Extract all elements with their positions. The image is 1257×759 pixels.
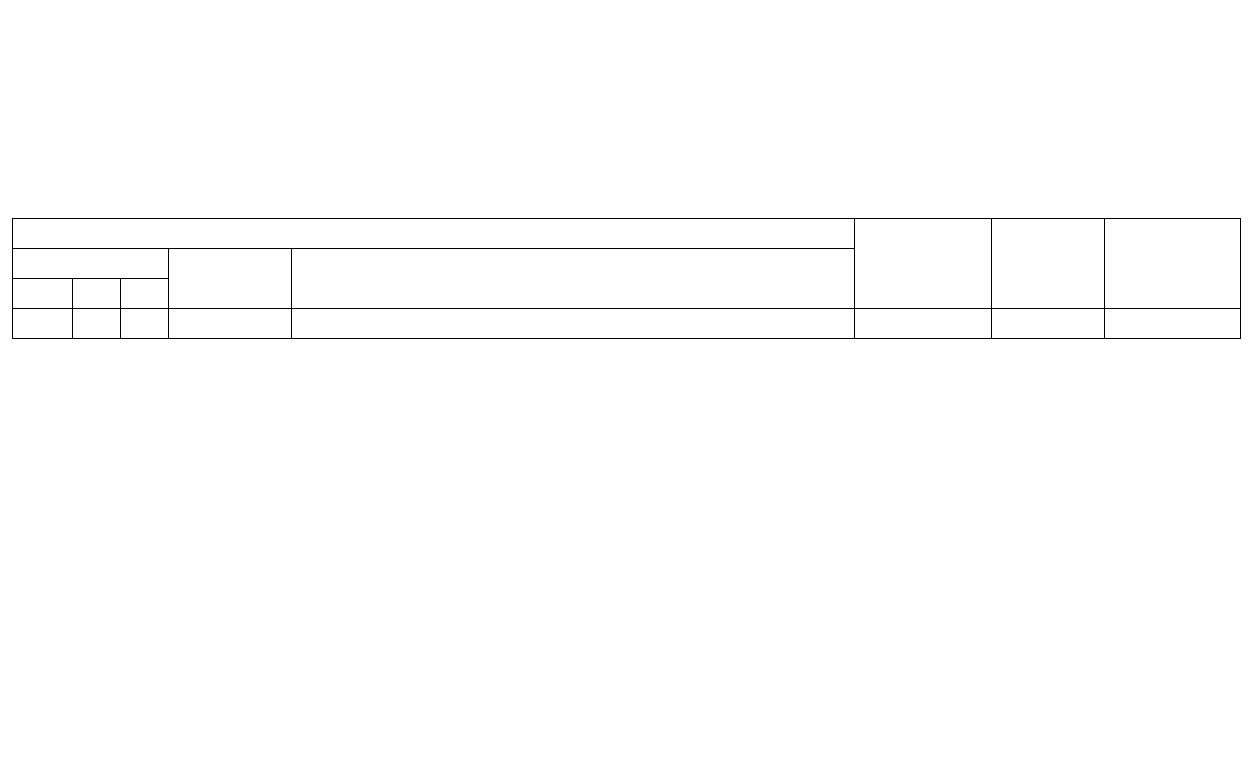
header-project [13,219,855,249]
header-basic [992,219,1105,309]
expenditure-table [12,218,1241,339]
total-label [292,309,855,339]
total-amount [855,309,992,339]
cell-section [73,309,121,339]
header-subject-code [13,249,169,279]
total-basic [992,309,1105,339]
total-project [1105,309,1241,339]
header-item [121,279,169,309]
cell-class [13,309,73,339]
cell-unit-code [169,309,292,339]
header-class [13,279,73,309]
cell-item [121,309,169,339]
header-unit-name [292,249,855,309]
header-unit-code [169,249,292,309]
header-project-expenditure [1105,219,1241,309]
header-total [855,219,992,309]
header-section [73,279,121,309]
total-row [13,309,1241,339]
